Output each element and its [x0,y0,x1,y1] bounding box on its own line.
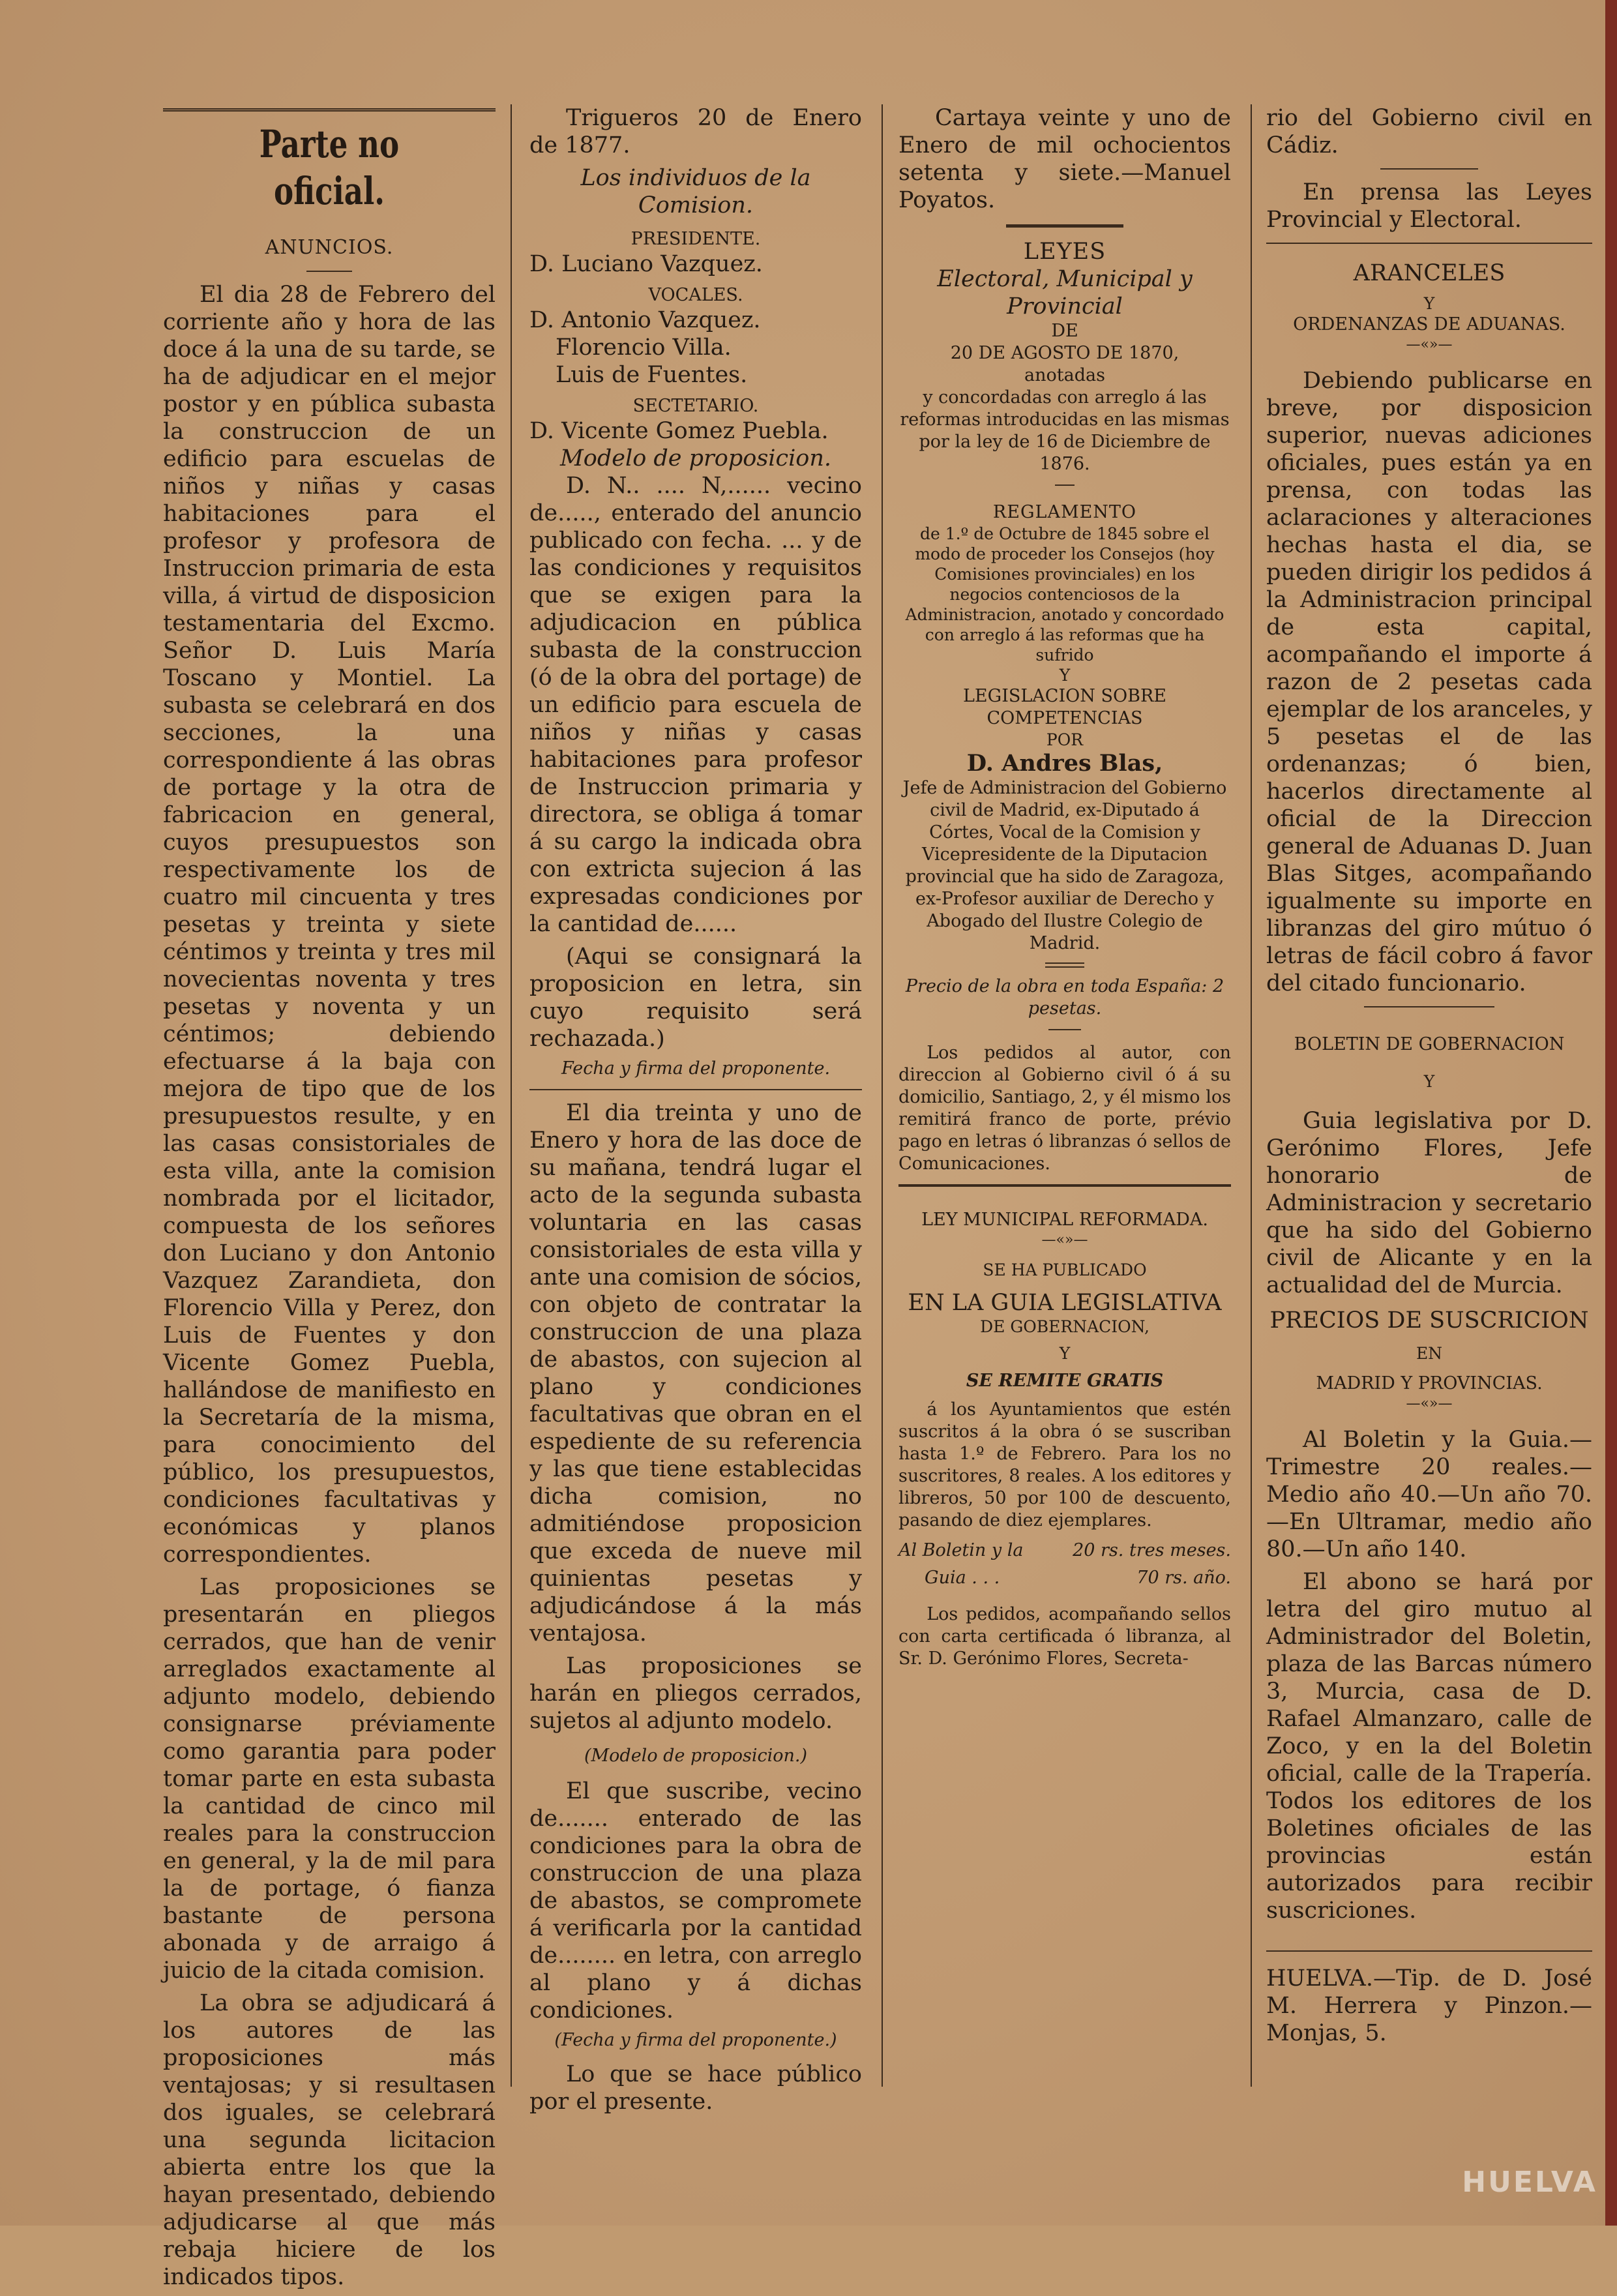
ornament: —«»— [1406,336,1453,353]
column-divider [882,104,883,2087]
divider [1006,224,1123,228]
column-2 [529,104,862,2121]
anuncios-heading: ANUNCIOS. [265,236,394,259]
vocal-name: Florencio Villa. [556,335,732,361]
ley-municipal-heading: LEY MUNICIPAL REFORMADA. [921,1210,1208,1230]
prensa-note: En prensa las Leyes Provincial y Electoral. [1266,179,1592,233]
divider [1055,485,1075,486]
vocales-heading: VOCALES. [648,285,743,305]
y-label: Y [1423,294,1435,313]
guia-paragraph: Guia legislativa por D. Gerónimo Flores, Jefe honorario de Administracion y secretario que ha sido del Gobierno civil de Alicante y en la actualidad del de Murcia. [1266,1108,1592,1298]
imprint-line: HUELVA.—Tip. de D. José M. Herrera y Pinzon.—Monjas, 5. [1266,1965,1592,2046]
precios-heading: PRECIOS DE SUSCRICION [1269,1307,1589,1334]
model-text: D. N.. .... N,...... vecino de....., enterado del anuncio publicado con fecha. ... y de las condiciones y requisitos que se exigen para la adjudicacion en pública subasta de la construccion (ó de la obra del portage) de un edificio para escuela de niños y niñas y casas habitaciones para profesor de Instruccion primaria y directora, se obliga á tomar á su cargo la indicada obra con extricta sujecion á las expresadas condiciones por la cantidad de...... [529,473,862,937]
announcement-paragraph: El dia treinta y uno de Enero y hora de las doce de su mañana, tendrá lugar el acto de la segunda subasta voluntaria en las casas consistoriales de esta villa y ante una comision de sócios, con objeto de contratar la construccion de una plaza de abastos, con sujecion al plano y condiciones facultativas que obran en el espediente de su referencia y las que tiene establecidas dicha comision, no admitiéndose proposicion que exceda de nueve mil quinientas pesetas y adjudicándose á la más ventajosa. [529,1100,862,1647]
price-row [898,1537,1231,1564]
legislacion-heading: LEGISLACION SOBRE COMPETENCIAS [963,686,1166,728]
reglamento-heading: REGLAMENTO [992,502,1137,522]
ornament: —«»— [1406,1395,1453,1412]
column-4 [1266,104,1592,2047]
divider [529,1089,862,1090]
aranceles-paragraph: Debiendo publicarse en breve, por disposicion superior, nuevas adiciones oficiales, pues están ya en prensa, con todas las aclaraciones y alteraciones hechas hasta el dia, se pueden dirigir los pedidos á la Administracion principal de esta capital, acompañando el importe á razon de 2 pesetas cada ejemplar de los aranceles, y 5 pesetas el de las ordenanzas; ó bien, hacerlos directamente al oficial de la Direccion general de Aduanas D. Juan Blas Sitges, acompañando igualmente su importe en libranzas del giro mútuo ó letras de fácil cobro á favor del citado funcionario. [1266,368,1592,996]
top-rule [163,108,496,112]
leyes-heading: LEYES [1023,239,1106,265]
price-label: Al Boletin y la [898,1540,1024,1560]
leyes-body: y concordadas con arreglo á las reformas introducidas en las mismas por la ley de 16 de Diciembre de 1876. [900,387,1230,474]
divider [1266,243,1592,244]
announcement-paragraph: Las proposiciones se presentarán en pliegos cerrados, que han de venir arreglados exactamente al adjunto modelo, debiendo consignarse préviamente como garantia para poder tomar parte en esta subasta la cantidad de cinco mil reales para la construccion en general, y la de mil para la de portage, ó fianza bastante de persona abonada y de arraigo á juicio de la citada comision. [163,1574,496,1984]
y-label: Y [1059,666,1071,685]
divider [306,271,352,272]
president-heading: PRESIDENTE. [630,229,761,249]
signature-line: Fecha y firma del proponente. [561,1058,831,1079]
law-date: 20 DE AGOSTO DE 1870, [950,343,1179,363]
reglamento-body: de 1.º de Octubre de 1845 sobre el modo de proceder los Consejos (hoy Comisiones provinciales) en los negocios contenciosos de la Administracion, anotado y concordado con arreglo á las reformas que ha sufrido [905,524,1224,664]
author-description: Jefe de Administracion del Gobierno civil de Madrid, ex-Diputado á Córtes, Vocal de la Comision y Vicepresidente de la Diputacion provincial que ha sido de Zaragoza, ex-Profesor auxiliar de Derecho y Abogado del Ilustre Colegio de Madrid. [902,778,1227,953]
section-title: Parte no oficial. [259,122,400,213]
boletin-heading: BOLETIN DE GOBERNACION [1294,1034,1565,1054]
price-line: Precio de la obra en toda España: 2 pesetas. [905,976,1224,1019]
column-divider [1251,104,1252,2087]
announcement-paragraph: Las proposiciones se harán en pliegos cerrados, sujetos al adjunto modelo. [529,1653,862,1734]
watermark-text: HUELVA [1462,2166,1597,2199]
secretary-name: D. Vicente Gomez Puebla. [529,418,829,444]
divider [1266,1950,1592,1952]
model-heading: Modelo de proposicion. [559,445,832,471]
model-note: (Aqui se consignará la proposicion en letra, sin cuyo requisito será rechazada.) [529,944,862,1052]
anotadas-label: anotadas [1024,365,1105,385]
column-1 [163,104,496,2296]
leyes-subheading: Electoral, Municipal y Provincial [937,266,1193,320]
president-name: D. Luciano Vazquez. [529,251,763,277]
abono-paragraph: El abono se hará por letra del giro mutuo al Administrador del Boletin, plaza de las Barcas número 3, Murcia, casa de D. Rafael Almanzaro, calle de Zoco, y en la del Boletin oficial, calle de la Trapería. Todos los editores de los Boletines oficiales de las provincias están autorizados para recibir suscriciones. [1266,1569,1592,1924]
price-label: Guia . . . [925,1568,1000,1588]
orders-paragraph: Los pedidos, acompañando sellos con carta certificada ó libranza, al Sr. D. Gerónimo Flores, Secreta- [898,1604,1231,1669]
price-value: 70 rs. año. [1136,1568,1231,1588]
announcement-paragraph: El dia 28 de Febrero del corriente año y hora de las doce á la una de su tarde, se ha de adjudicar en el mejor postor y en pública subasta la construccion de un edificio para escuelas de niños y niñas y casas habitaciones para el profesor y profesora de Instruccion primaria de esta villa, á virtud de disposicion testamentaria del Excmo. Señor D. Luis María Toscano y Montiel. La subasta se celebrará en dos secciones, la una correspondiente á las obras de portage y la otra de fabricacion en general, cuyos presupuestos son respectivamente los de cuatro mil cincuenta y tres pesetas y treinta y siete céntimos y treinta y tres mil novecientas noventa y tres pesetas y noventa y un céntimos; debiendo efectuarse á la baja con mejora de tipo que de los presupuestos resulte, y en las casas consistoriales de esta villa, ante la comision nombrada por el licitador, compuesta de los señores don Luciano y don Antonio Vazquez Zarandieta, don Florencio Villa y Perez, don Luis de Fuentes y don Vicente Gomez Puebla, hallándose de manifiesto en la Secretaría de la misma, para conocimiento del público, los presupuestos, condiciones facultativas y económicas y planos correspondientes. [163,282,496,1568]
column-divider [511,104,512,2087]
signature-paragraph: Cartaya veinte y uno de Enero de mil ochocientos setenta y siete.—Manuel Poyatos. [898,105,1231,213]
gobernacion-label: DE GOBERNACION, [980,1317,1150,1336]
signature-line: (Fecha y firma del proponente.) [554,2030,837,2050]
price-row [898,1564,1231,1592]
page-edge [1605,0,1617,2226]
de-label: DE [1051,321,1078,341]
divider [1048,1029,1081,1030]
model-text: El que suscribe, vecino de....... enterado de las condiciones para la obra de construccion de una plaza de abastos, se compromete á verificarla por la cantidad de........ en letra, con arreglo al plano y á dichas condiciones. [529,1778,862,2023]
divider [1045,962,1084,968]
guia-heading: EN LA GUIA LEGISLATIVA [908,1290,1222,1316]
continuation-line: rio del Gobierno civil en Cádiz. [1266,105,1592,158]
secretary-heading: SECTETARIO. [632,396,759,416]
model-heading: (Modelo de proposicion.) [584,1746,807,1766]
por-label: POR [1046,730,1084,749]
orders-paragraph: Los pedidos al autor, con direccion al Gobierno civil ó á su domicilio, Santiago, 2, y él mismo los remitirá franco de porte, prévio pago en letras ó libranzas ó sellos de Comunicaciones. [898,1043,1231,1174]
ornament: —«»— [1041,1232,1088,1248]
precios-paragraph: Al Boletin y la Guia.—Trimestre 20 reales.—Medio año 40.—Un año 70.—En Ultramar, medio año 80.—Un año 140. [1266,1427,1592,1562]
committee-heading: Los individuos de la Comision. [580,165,811,218]
remite-paragraph: á los Ayuntamientos que estén suscritos á la obra ó se suscriban hasta 1.º de Febrero. Para los no suscritores, 8 reales. A los editores y libreros, 50 por 100 de descuento, pasando de diez ejemplares. [898,1399,1231,1530]
y-label: Y [1423,1072,1435,1091]
aranceles-heading: ARANCELES [1353,260,1506,286]
divider [898,1184,1231,1187]
vocal-name: D. Antonio Vazquez. [529,307,761,333]
publicado-label: SE HA PUBLICADO [983,1260,1147,1279]
column-3 [898,104,1231,1675]
author-name: D. Andres Blas, [966,750,1163,777]
vocal-name: Luis de Fuentes. [556,362,748,388]
closing-line: Lo que se hace público por el presente. [529,2061,862,2115]
divider [1364,1006,1494,1007]
archive-watermark [1402,2166,1597,2211]
announcement-paragraph: La obra se adjudicará á los autores de las proposiciones más ventajosas; y si resultasen dos iguales, se celebrará una segunda licitacion abierta entre los que la hayan presentado, debiendo adjudicarse al que más rebaja hiciere de los indicados tipos. [163,1990,496,2290]
price-value: 20 rs. tres meses. [1073,1540,1231,1560]
ordenanzas-heading: ORDENANZAS DE ADUANAS. [1293,314,1565,335]
divider [1380,168,1478,170]
y-label: Y [1059,1344,1071,1363]
dateline: Trigueros 20 de Enero de 1877. [529,105,862,158]
madrid-heading: MADRID Y PROVINCIAS. [1316,1373,1543,1394]
en-label: EN [1416,1344,1443,1363]
remite-heading: SE REMITE GRATIS [966,1371,1164,1391]
